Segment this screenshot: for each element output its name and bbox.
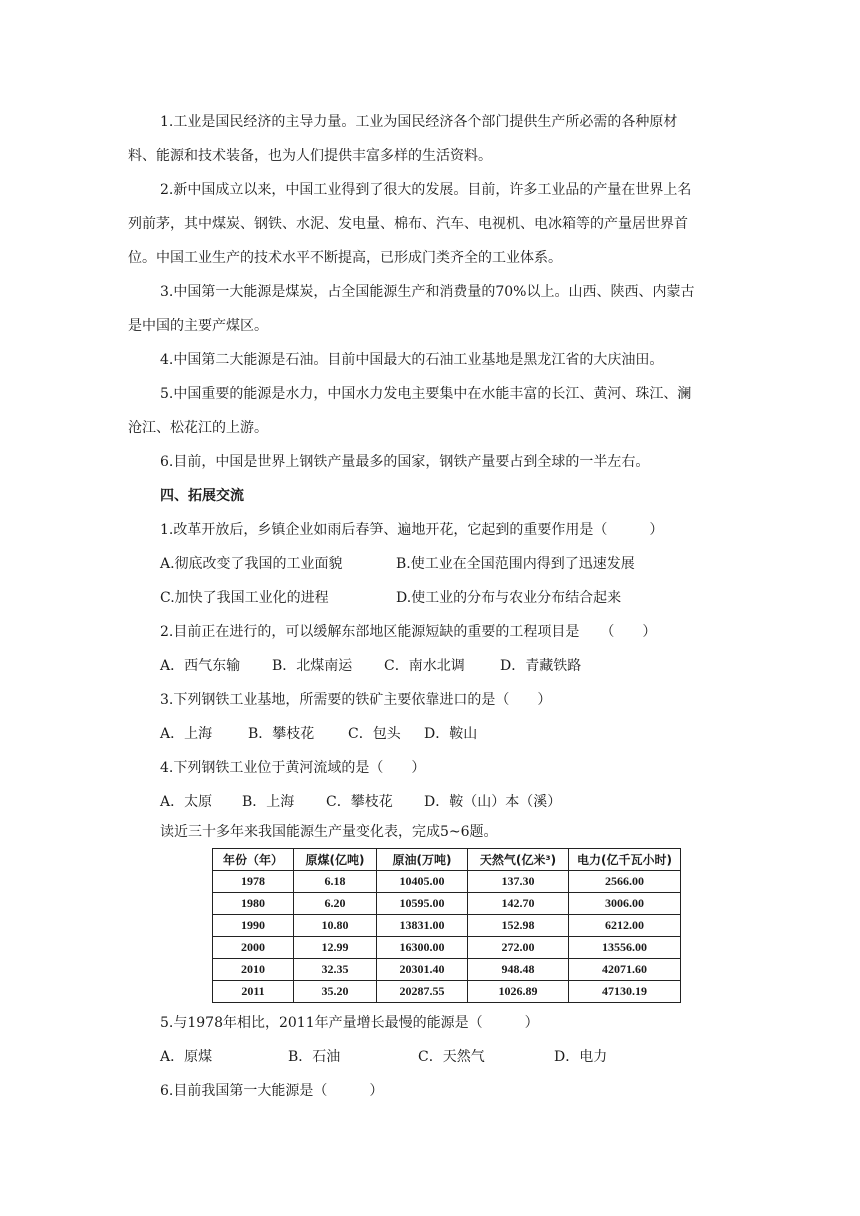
question-1-option-a: A.彻底改变了我国的工业面貌 bbox=[160, 556, 343, 572]
table-cell: 20287.55 bbox=[377, 981, 468, 1003]
question-5: 5.与1978年相比，2011年产量增长最慢的能源是（ ） bbox=[160, 1015, 539, 1031]
table-cell: 6.18 bbox=[294, 871, 377, 893]
table-cell: 948.48 bbox=[468, 959, 569, 981]
table-cell: 2010 bbox=[213, 959, 294, 981]
question-1-options-row-2 bbox=[160, 581, 621, 615]
paragraph-1 bbox=[128, 105, 738, 173]
question-6: 6.目前我国第一大能源是（ ） bbox=[160, 1083, 384, 1099]
table-cell: 137.30 bbox=[468, 871, 569, 893]
question-1-option-c: C.加快了我国工业化的进程 bbox=[160, 590, 329, 606]
paragraph-6 bbox=[128, 445, 738, 479]
question-3-option-a: A．上海 bbox=[160, 726, 213, 742]
question-1-options-row-1 bbox=[160, 547, 635, 581]
paragraph-4 bbox=[128, 343, 738, 377]
question-2: 2.目前正在进行的，可以缓解东部地区能源短缺的重要的工程项目是 （ ） bbox=[160, 624, 657, 640]
question-1: 1.改革开放后，乡镇企业如雨后春笋、遍地开花，它起到的重要作用是（ ） bbox=[160, 522, 664, 538]
question-3-option-b: B．攀枝花 bbox=[248, 726, 315, 742]
paragraph-2-line-2: 列前茅，其中煤炭、钢铁、水泥、发电量、棉布、汽车、电视机、电冰箱等的产量居世界首 bbox=[128, 216, 688, 232]
header-year: 年份（年） bbox=[213, 849, 294, 871]
table-cell: 16300.00 bbox=[377, 937, 468, 959]
table-cell: 42071.60 bbox=[569, 959, 681, 981]
question-4-option-a: A．太原 bbox=[160, 794, 213, 810]
table-cell: 20301.40 bbox=[377, 959, 468, 981]
question-3-options bbox=[160, 717, 477, 751]
table-cell: 3006.00 bbox=[569, 893, 681, 915]
table-cell: 2000 bbox=[213, 937, 294, 959]
header-gas: 天然气(亿米³) bbox=[468, 849, 569, 871]
table-row bbox=[213, 959, 681, 981]
question-2-option-c: C．南水北调 bbox=[384, 658, 465, 674]
table-cell: 1990 bbox=[213, 915, 294, 937]
header-coal: 原煤(亿吨) bbox=[294, 849, 377, 871]
paragraph-5-line-1: 5.中国重要的能源是水力，中国水力发电主要集中在水能丰富的长江、黄河、珠江、澜 bbox=[160, 386, 692, 402]
table-cell: 6212.00 bbox=[569, 915, 681, 937]
table-cell: 32.35 bbox=[294, 959, 377, 981]
paragraph-2-line-3: 位。中国工业生产的技术水平不断提高，已形成门类齐全的工业体系。 bbox=[128, 250, 562, 266]
question-4-option-d: D．鞍（山）本（溪） bbox=[424, 794, 562, 810]
energy-production-table bbox=[212, 848, 681, 1003]
question-5-option-c: C．天然气 bbox=[418, 1049, 485, 1065]
question-2-option-a: A．西气东输 bbox=[160, 658, 241, 674]
table-row bbox=[213, 871, 681, 893]
table-row bbox=[213, 981, 681, 1003]
question-4: 4.下列钢铁工业位于黄河流域的是（ ） bbox=[160, 760, 426, 776]
paragraph-1-line-1: 1.工业是国民经济的主导力量。工业为国民经济各个部门提供生产所必需的各种原材 bbox=[160, 114, 678, 130]
table-cell: 2011 bbox=[213, 981, 294, 1003]
table-cell: 10595.00 bbox=[377, 893, 468, 915]
question-5-option-b: B．石油 bbox=[288, 1049, 341, 1065]
table-cell: 142.70 bbox=[468, 893, 569, 915]
question-1-option-b: B.使工业在全国范围内得到了迅速发展 bbox=[396, 556, 635, 572]
question-3: 3.下列钢铁工业基地，所需要的铁矿主要依靠进口的是（ ） bbox=[160, 692, 552, 708]
table-cell: 10.80 bbox=[294, 915, 377, 937]
question-5-option-d: D．电力 bbox=[554, 1049, 608, 1065]
table-row bbox=[213, 915, 681, 937]
paragraph-3-line-2: 是中国的主要产煤区。 bbox=[128, 318, 268, 334]
question-4-options bbox=[160, 785, 561, 819]
table-intro: 读近三十多年来我国能源生产量变化表，完成5~6题。 bbox=[160, 824, 498, 840]
question-1-option-d: D.使工业的分布与农业分布结合起来 bbox=[396, 590, 622, 606]
question-3-option-c: C．包头 bbox=[348, 726, 401, 742]
question-5-options bbox=[160, 1040, 607, 1074]
table-cell: 152.98 bbox=[468, 915, 569, 937]
table-cell: 1980 bbox=[213, 893, 294, 915]
question-4-option-b: B．上海 bbox=[242, 794, 295, 810]
paragraph-5 bbox=[128, 377, 738, 445]
paragraph-4-line-1: 4.中国第二大能源是石油。目前中国最大的石油工业基地是黑龙江省的大庆油田。 bbox=[160, 352, 664, 368]
table-cell: 35.20 bbox=[294, 981, 377, 1003]
question-2-options bbox=[160, 649, 581, 683]
paragraph-3-line-1: 3.中国第一大能源是煤炭，占全国能源生产和消费量的70%以上。山西、陕西、内蒙古 bbox=[160, 284, 695, 300]
question-2-option-d: D．青藏铁路 bbox=[500, 658, 582, 674]
table-cell: 47130.19 bbox=[569, 981, 681, 1003]
table-header-row bbox=[213, 849, 681, 871]
section-heading: 四、拓展交流 bbox=[160, 488, 244, 504]
question-2-option-b: B．北煤南运 bbox=[272, 658, 353, 674]
table-cell: 6.20 bbox=[294, 893, 377, 915]
paragraph-2 bbox=[128, 173, 738, 275]
table-cell: 2566.00 bbox=[569, 871, 681, 893]
table-cell: 13556.00 bbox=[569, 937, 681, 959]
paragraph-5-line-2: 沧江、松花江的上游。 bbox=[128, 420, 268, 436]
question-5-option-a: A．原煤 bbox=[160, 1049, 213, 1065]
table-cell: 1026.89 bbox=[468, 981, 569, 1003]
paragraph-2-line-1: 2.新中国成立以来，中国工业得到了很大的发展。目前，许多工业品的产量在世界上名 bbox=[160, 182, 692, 198]
paragraph-6-line-1: 6.目前，中国是世界上钢铁产量最多的国家，钢铁产量要占到全球的一半左右。 bbox=[160, 454, 650, 470]
question-4-option-c: C．攀枝花 bbox=[326, 794, 393, 810]
question-3-option-d: D．鞍山 bbox=[424, 726, 478, 742]
table-row bbox=[213, 937, 681, 959]
table-cell: 1978 bbox=[213, 871, 294, 893]
table-cell: 13831.00 bbox=[377, 915, 468, 937]
header-power: 电力(亿千瓦小时) bbox=[569, 849, 681, 871]
table-cell: 12.99 bbox=[294, 937, 377, 959]
header-oil: 原油(万吨) bbox=[377, 849, 468, 871]
table-cell: 10405.00 bbox=[377, 871, 468, 893]
table-row bbox=[213, 893, 681, 915]
paragraph-1-line-2: 料、能源和技术装备，也为人们提供丰富多样的生活资料。 bbox=[128, 148, 492, 164]
table-cell: 272.00 bbox=[468, 937, 569, 959]
paragraph-3 bbox=[128, 275, 738, 343]
